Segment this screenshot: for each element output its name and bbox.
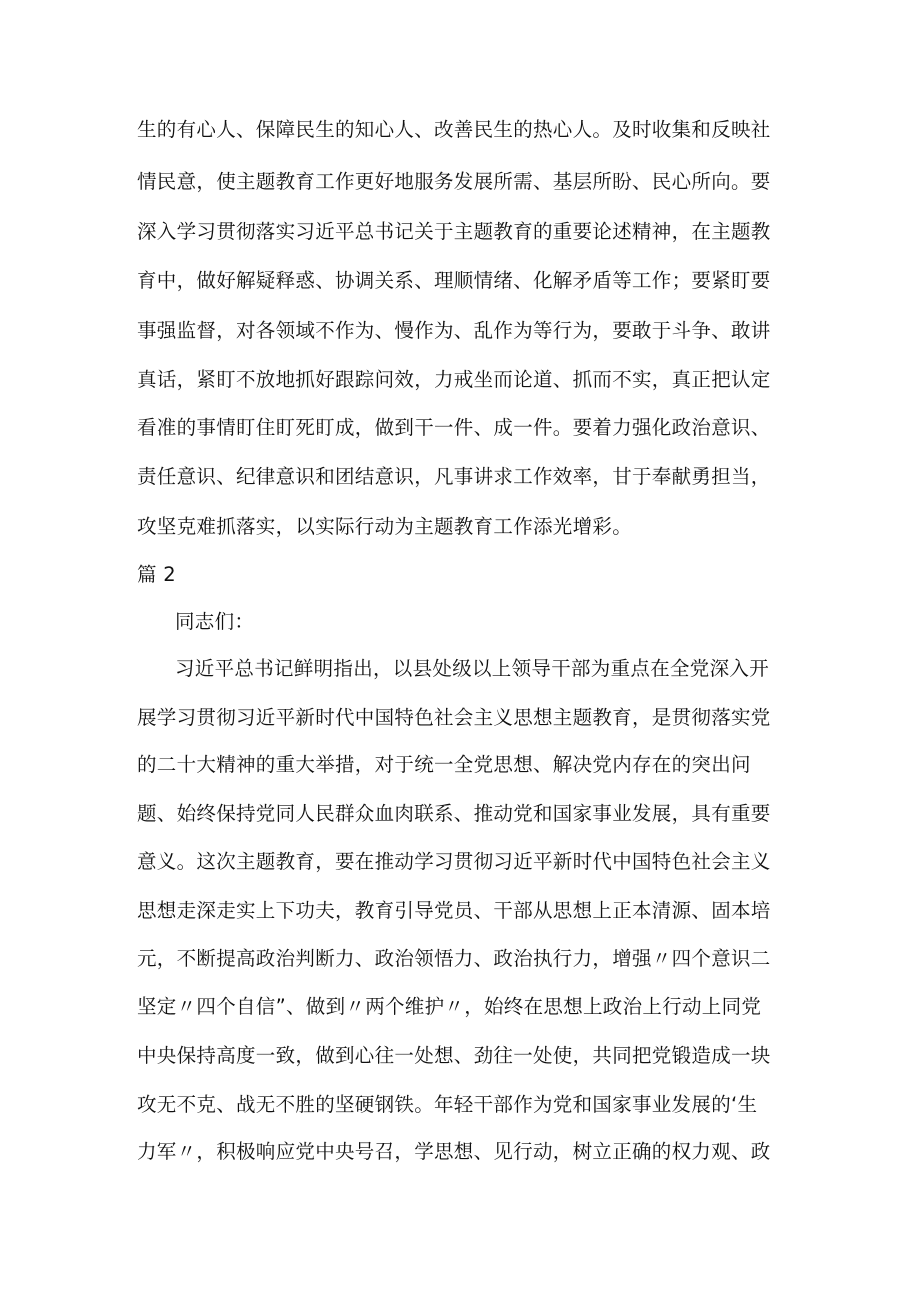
paragraph-line: 坚定〃四个自信”、做到〃两个维护〃，始终在思想上政治上行动上同党 [137,995,762,1018]
paragraph-line: 生的有心人、保障民生的知心人、改善民生的热心人。及时收集和反映社 [137,118,771,141]
paragraph-line: 看准的事情盯住盯死盯成，做到干一件、成一件。要着力强化政治意识、 [137,416,771,439]
paragraph-line: 意义。这次主题教育，要在推动学习贯彻习近平新时代中国特色社会主义 [137,850,771,873]
paragraph-line: 力军〃，积极响应党中央号召，学思想、见行动，树立正确的权力观、政 [137,1140,771,1163]
paragraph-line: 的二十大精神的重大举措，对于统一全党思想、解决党内存在的突出问 [137,753,751,776]
paragraph-line: 元，不断提高政治判断力、政治领悟力、政治执行力，增强〃四个意识二 [137,947,771,970]
paragraph-line: 中央保持高度一致，做到心往一处想、劲往一处使，共同把党锻造成一块 [137,1044,771,1067]
paragraph-line: 深入学习贯彻落实习近平总书记关于主题教育的重要论述精神，在主题教 [137,220,771,243]
paragraph-line: 责任意识、纪律意识和团结意识，凡事讲求工作效率，甘于奉献勇担当， [137,465,771,488]
paragraph-line: 真话，紧盯不放地抓好跟踪问效，力戒坐而论道、抓而不实，真正把认定 [137,368,771,391]
paragraph-line: 攻无不克、战无不胜的坚硬钢铁。年轻干部作为党和国家事业发展的‘生 [137,1093,758,1116]
paragraph-line: 习近平总书记鲜明指出，以县处级以上领导干部为重点在全党深入开 [175,657,770,680]
section-heading: 篇 2 [137,563,177,586]
paragraph-line: 育中，做好解疑释惑、协调关系、理顺情绪、化解矛盾等工作；要紧盯要 [137,269,771,292]
paragraph-line: 情民意，使主题教育工作更好地服务发展所需、基层所盼、民心所向。要 [137,170,771,193]
paragraph-line: 事强监督，对各领域不作为、慢作为、乱作为等行为，要敢于斗争、敢讲 [137,319,771,342]
paragraph-line: 题、始终保持党同人民群众血肉联系、推动党和国家事业发展，具有重要 [137,802,771,825]
paragraph-line: 攻坚克难抓落实，以实际行动为主题教育工作添光增彩。 [137,515,633,538]
salutation: 同志们： [175,610,255,633]
paragraph-line: 展学习贯彻习近平新时代中国特色社会主义思想主题教育，是贯彻落实党 [137,706,771,729]
paragraph-line: 思想走深走实上下功夫，教育引导党员、干部从思想上正本清源、固本培 [137,899,771,922]
